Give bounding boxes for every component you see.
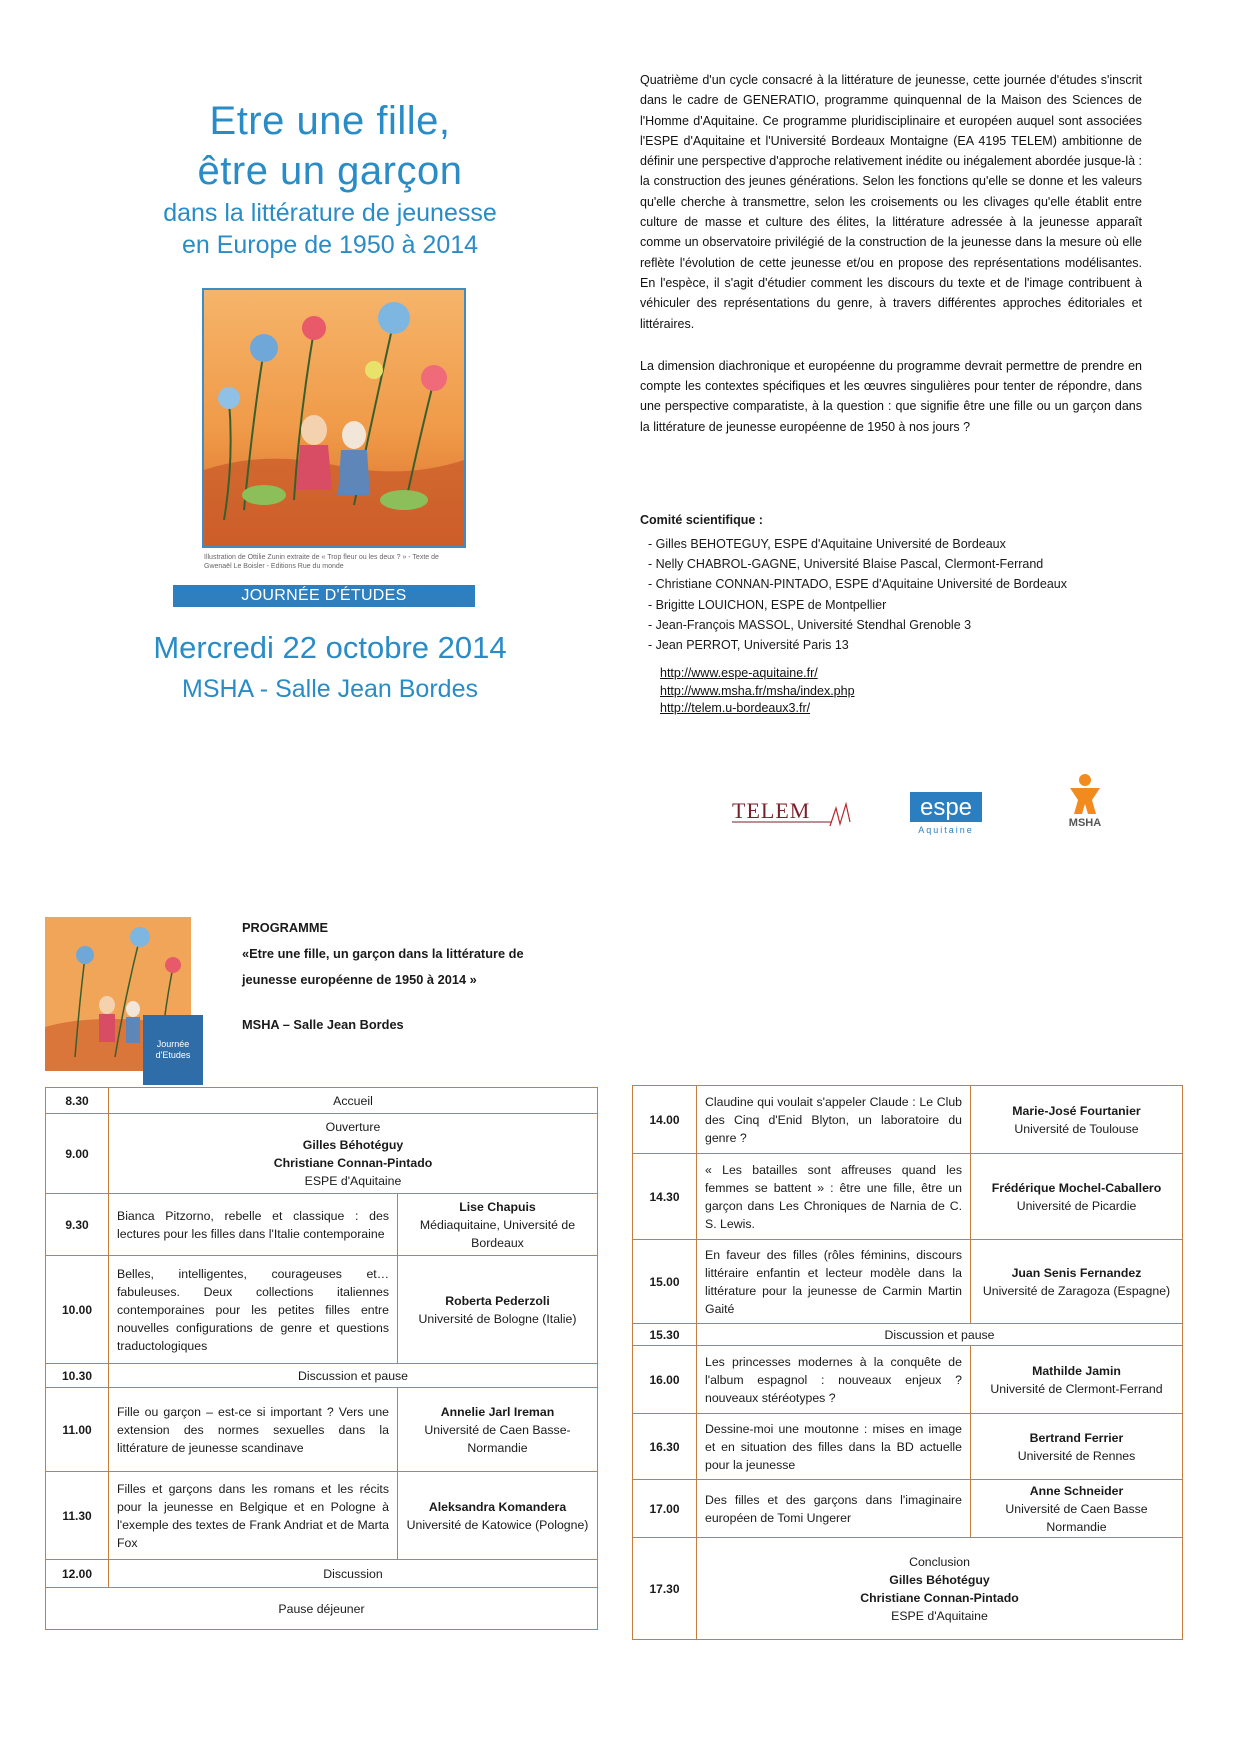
event-place: MSHA - Salle Jean Bordes <box>182 675 478 703</box>
table-row <box>46 1560 598 1588</box>
speaker-affiliation: ESPE d'Aquitaine <box>891 1608 988 1623</box>
telem-logo <box>732 794 856 830</box>
links-list <box>660 665 855 718</box>
session-label: Discussion et pause <box>697 1324 1183 1346</box>
talk-title: Des filles et des garçons dans l'imaginaire européen de Tomi Ungerer <box>697 1480 971 1538</box>
espe-logo-subtext: Aquitaine <box>918 825 974 835</box>
talk-title: Belles, intelligentes, courageuses et… fabuleuses. Deux collections italiennes contemporaines pour les petites filles entre nouvelles configurations de genre et questions traductologiques <box>109 1256 398 1364</box>
espe-logo-text: espe <box>919 794 973 821</box>
poster-title-block <box>120 96 540 260</box>
speaker-name: Annelie Jarl Ireman <box>440 1404 555 1419</box>
speaker-name: Frédérique Mochel-Caballero <box>991 1180 1162 1195</box>
session-label: Discussion et pause <box>109 1364 598 1388</box>
programme-title: «Etre une fille, un garçon dans la littérature de jeunesse européenne de 1950 à 2014 » <box>242 946 524 987</box>
time-cell: 10.00 <box>46 1256 109 1364</box>
talk-title: Bianca Pitzorno, rebelle et classique : des lectures pour les filles dans l'Italie contemporaine <box>109 1194 398 1256</box>
speaker-cell <box>971 1414 1183 1480</box>
programme-header <box>242 915 572 993</box>
link-msha[interactable]: http://www.msha.fr/msha/index.php <box>660 683 855 698</box>
speaker-affiliation: Université de Caen Basse Normandie <box>1005 1501 1148 1534</box>
table-row <box>46 1472 598 1560</box>
intro-paragraph-1: Quatrième d'un cycle consacré à la littérature de jeunesse, cette journée d'études s'inscrit dans le cadre de GENERATIO, programme quinquennal de la Maison des Sciences de l'Homme d'Aquitaine. Ce programme pluridisciplinaire et européen auquel sont associées l'ESPE d'Aquitaine et l'Université Bordeaux Montaigne (EA 4195 TELEM) ambitionne de définir une perspective d'approche relativement inédite ou inégalement abordée jusque-là : la construction des jeunes générations. Selon les fonctions qu'elle se donne et les valeurs qu'elle cherche à transmettre, selon les croisements ou les clivages qu'elle établit entre culture de masse et culture des élites, la littérature adressée à la jeunesse apparaît comme un observatoire privilégié de la construction de la jeunesse dans la mesure où elle reflète l'évolution de cette jeunesse et/ou en propose des représentations modélisantes. En l'espèce, il s'agit d'étudier comment les discours du texte et de l'image contribuent à véhiculer des représentations du genre, à travers différentes approches éditoriales et littéraires. <box>640 73 1143 331</box>
time-cell: 11.30 <box>46 1472 109 1560</box>
session-label: Discussion <box>109 1560 598 1588</box>
event-banner: JOURNÉE D'ÉTUDES INTERNATIONALE <box>173 585 475 607</box>
committee-list <box>648 534 1148 655</box>
programme-place: MSHA – Salle Jean Bordes <box>242 1017 404 1032</box>
table-row <box>633 1154 1183 1240</box>
table-row <box>46 1088 598 1114</box>
talk-title: Fille ou garçon – est-ce si important ? Vers une extension des normes sexuelles dans la littérature de jeunesse scandinave <box>109 1388 398 1472</box>
speaker-affiliation: Université de Caen Basse-Normandie <box>424 1422 571 1455</box>
speaker-name: Mathilde Jamin <box>1032 1363 1121 1378</box>
speaker-cell <box>398 1256 598 1364</box>
session-label: Ouverture <box>325 1119 381 1134</box>
programme-badge <box>143 1015 203 1085</box>
speaker-name: Marie-José Fourtanier <box>1012 1103 1141 1118</box>
committee-member: - Gilles BEHOTEGUY, ESPE d'Aquitaine Université de Bordeaux <box>648 537 1006 551</box>
msha-logo <box>1062 772 1108 832</box>
speaker-name: Aleksandra Komandera <box>428 1499 567 1514</box>
speaker-cell <box>398 1194 598 1256</box>
telem-logo-text: TELEM <box>732 798 811 823</box>
table-row <box>633 1240 1183 1324</box>
cover-illustration <box>202 288 466 548</box>
table-row <box>46 1256 598 1364</box>
schedule-afternoon-table <box>632 1085 1183 1640</box>
msha-logo-text: MSHA <box>1068 817 1102 829</box>
illustration-image <box>204 290 464 546</box>
time-cell: 12.00 <box>46 1560 109 1588</box>
committee-title: Comité scientifique : <box>640 513 763 527</box>
time-cell: 14.00 <box>633 1086 697 1154</box>
espe-logo <box>910 792 982 836</box>
schedule-morning-table <box>45 1087 598 1630</box>
committee-member: - Brigitte LOUICHON, ESPE de Montpellier <box>648 597 887 612</box>
table-row <box>633 1086 1183 1154</box>
table-row <box>46 1114 598 1194</box>
speaker-name: Gilles Béhotéguy <box>302 1137 404 1152</box>
time-cell: 15.30 <box>633 1324 697 1346</box>
poster-title-line1: Etre une fille, <box>209 99 451 143</box>
speaker-name: Juan Senis Fernandez <box>1011 1265 1142 1280</box>
speaker-name: Christiane Connan-Pintado <box>860 1590 1019 1605</box>
speaker-affiliation: Université de Clermont-Ferrand <box>990 1381 1163 1396</box>
speaker-affiliation: Université de Picardie <box>1016 1198 1137 1213</box>
time-cell: 15.00 <box>633 1240 697 1324</box>
link-espe[interactable]: http://www.espe-aquitaine.fr/ <box>660 666 818 680</box>
illustration-caption: Illustration de Ottilie Zunin extraite de « Trop fleur ou les deux ? » - Texte de Gwenaël Le Boisler - Editions Rue du monde <box>204 554 439 570</box>
speaker-name: Gilles Béhotéguy <box>889 1572 990 1587</box>
time-cell: 16.00 <box>633 1346 697 1414</box>
speaker-affiliation: Université de Toulouse <box>1014 1121 1139 1136</box>
programme-heading: PROGRAMME <box>242 920 329 935</box>
intro-text <box>640 70 1142 459</box>
speaker-affiliation: Université de Bologne (Italie) <box>418 1311 577 1326</box>
time-cell: 11.00 <box>46 1388 109 1472</box>
poster-subtitle-line1: dans la littérature de jeunesse <box>163 199 497 227</box>
time-cell: 16.30 <box>633 1414 697 1480</box>
time-cell: 10.30 <box>46 1364 109 1388</box>
event-date: Mercredi 22 octobre 2014 <box>153 630 507 665</box>
speaker-affiliation: Médiaquitaine, Université de Bordeaux <box>419 1217 576 1250</box>
table-row <box>633 1346 1183 1414</box>
session-label: Pause déjeuner <box>46 1588 598 1630</box>
talk-title: En faveur des filles (rôles féminins, discours littéraire enfantin et lecteur modèle dans la littérature pour la jeunesse de Carmin Martin Gaité <box>697 1240 971 1324</box>
time-cell: 9.00 <box>46 1114 109 1194</box>
talk-title: « Les batailles sont affreuses quand les femmes se battent » : être une fille, être un garçon dans Les Chroniques de Narnia de C. S. Lewis. <box>697 1154 971 1240</box>
table-row <box>633 1414 1183 1480</box>
intro-paragraph-2: La dimension diachronique et européenne du programme devrait permettre de prendre en compte les contextes spécifiques et les œuvres singulières pour tenter de répondre, dans une perspective comparatiste, à la question : que signifie être une fille ou un garçon dans la littérature de jeunesse européenne de 1950 à nos jours ? <box>640 358 1142 434</box>
speaker-name: Roberta Pederzoli <box>445 1293 550 1308</box>
link-telem[interactable]: http://telem.u-bordeaux3.fr/ <box>660 701 811 715</box>
speaker-affiliation: ESPE d'Aquitaine <box>304 1173 402 1188</box>
speaker-name: Christiane Connan-Pintado <box>273 1155 433 1170</box>
opening-cell <box>109 1114 598 1194</box>
talk-title: Claudine qui voulait s'appeler Claude : Le Club des Cinq d'Enid Blyton, un laboratoire du genre ? <box>697 1086 971 1154</box>
table-row <box>633 1538 1183 1640</box>
talk-title: Les princesses modernes à la conquête de l'album espagnol : nouveaux enjeux ? nouveaux stéréotypes ? <box>697 1346 971 1414</box>
speaker-cell <box>971 1240 1183 1324</box>
speaker-cell <box>971 1086 1183 1154</box>
session-label: Conclusion <box>909 1554 970 1569</box>
programme-badge-text: Journée d'Etudes <box>155 1039 191 1060</box>
time-cell: 9.30 <box>46 1194 109 1256</box>
table-row <box>46 1194 598 1256</box>
speaker-cell <box>971 1346 1183 1414</box>
speaker-affiliation: Université de Zaragoza (Espagne) <box>982 1283 1171 1298</box>
talk-title: Filles et garçons dans les romans et les récits pour la jeunesse en Belgique et en Pologne à l'exemple des textes de Frank Andriat et de Marta Fox <box>109 1472 398 1560</box>
time-cell: 17.00 <box>633 1480 697 1538</box>
time-cell: 14.30 <box>633 1154 697 1240</box>
poster-title-line2: être un garçon <box>197 149 463 193</box>
poster-subtitle-line2: en Europe de 1950 à 2014 <box>181 231 479 259</box>
committee-member: - Christiane CONNAN-PINTADO, ESPE d'Aquitaine Université de Bordeaux <box>648 577 1067 592</box>
committee-member: - Jean-François MASSOL, Université Stendhal Grenoble 3 <box>648 617 972 632</box>
closing-cell <box>697 1538 1183 1640</box>
speaker-affiliation: Université de Rennes <box>1017 1448 1136 1463</box>
speaker-cell <box>398 1472 598 1560</box>
table-row <box>46 1388 598 1472</box>
speaker-cell <box>971 1480 1183 1538</box>
table-row <box>633 1480 1183 1538</box>
time-cell: 17.30 <box>633 1538 697 1640</box>
time-cell: 8.30 <box>46 1088 109 1114</box>
speaker-name: Lise Chapuis <box>459 1199 536 1214</box>
committee-member: - Jean PERROT, Université Paris 13 <box>648 638 849 653</box>
speaker-cell <box>398 1388 598 1472</box>
speaker-affiliation: Université de Katowice (Pologne) <box>406 1517 589 1532</box>
committee-member: - Nelly CHABROL-GAGNE, Université Blaise Pascal, Clermont-Ferrand <box>648 557 1044 572</box>
speaker-name: Bertrand Ferrier <box>1029 1430 1124 1445</box>
session-label: Accueil <box>109 1088 598 1114</box>
talk-title: Dessine-moi une moutonne : mises en image et en situation des filles dans la BD actuelle pour la jeunesse <box>697 1414 971 1480</box>
speaker-name: Anne Schneider <box>1029 1483 1124 1498</box>
table-row <box>46 1588 598 1630</box>
table-row <box>46 1364 598 1388</box>
table-row <box>633 1324 1183 1346</box>
speaker-cell <box>971 1154 1183 1240</box>
